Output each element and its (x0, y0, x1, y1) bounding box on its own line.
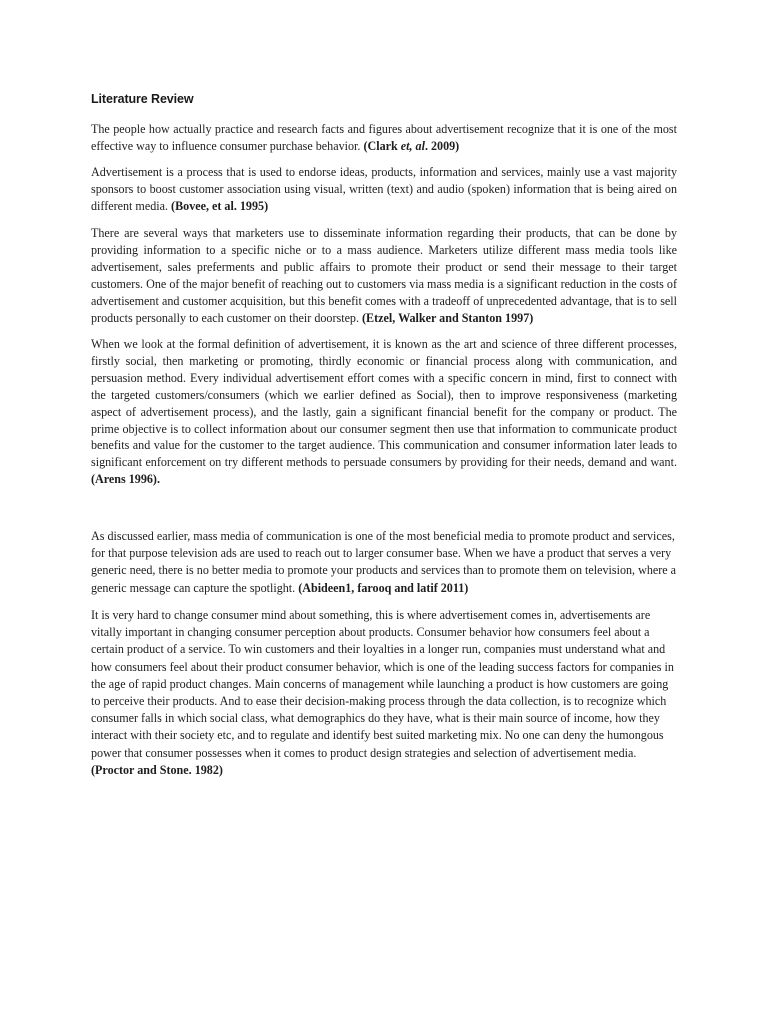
citation: (Abideen1, farooq and latif 2011) (298, 580, 469, 595)
paragraph-1 (91, 121, 677, 155)
paragraph-4 (91, 336, 677, 488)
paragraph-text: It is very hard to change consumer mind about something, this is where advertisement comes in, advertisements are vitally important in changing consumer perception about products. Consumer behavior how consumers feel about a certain product of a service. To win customers and their loyalties in a longer run, companies must understand what and how consumers feel about their product consumer behavior, which is one of the leading success factors for companies in the age of rapid product changes. Main concerns of management while launching a product is how customers are going to perceive their products. And to ease their decision-making process through the data collection, is to recognize which consumer falls in which social class, what demographics do they have, what is their main source of income, how they interact with their society etc, and to regulate and identify best suited marketing mix. No one can deny the humongous power that consumer possesses when it comes to product design strategies and selection of advertisement media. (91, 608, 674, 760)
paragraph-text: The people how actually practice and research facts and figures about advertisement recognize that it is one of the most effective way to influence consumer purchase behavior. (91, 122, 677, 153)
citation: (Arens 1996). (91, 472, 160, 487)
paragraph-text: There are several ways that marketers use to disseminate information regarding their products, that can be done by providing information to a specific niche or to a mass audience. Marketers utilize different mass media tools like advertisement, sales preferments and public affairs to promote their product or send their message to their target customers. One of the major benefit of reaching out to customers via mass media is a significant reduction in the costs of advertisement and customer acquisition, but this benefit comes with a tradeoff of unprecedented advantage, that is to sell products personally to each customer on their doorstep. (91, 226, 677, 325)
paragraph-2 (91, 164, 677, 215)
paragraph-3 (91, 225, 677, 326)
citation-italic: et, al (400, 138, 425, 153)
citation: (Bovee, et al. 1995) (171, 198, 269, 213)
paragraph-5 (91, 528, 677, 597)
citation: (Proctor and Stone. 1982) (91, 762, 223, 777)
paragraph-text: Advertisement is a process that is used to endorse ideas, products, information and services, mainly use a vast majority sponsors to boost customer association using visual, written (text) and audio (spoken) information that is being aired on different media. (91, 165, 677, 213)
section-heading: Literature Review (91, 92, 194, 106)
citation: (Etzel, Walker and Stanton 1997) (362, 310, 534, 325)
citation: (Clark (363, 138, 401, 153)
citation-year: . 2009) (424, 138, 460, 153)
paragraph-text: As discussed earlier, mass media of communication is one of the most beneficial media to promote product and services, for that purpose television ads are used to reach out to larger consumer base. When we have a product that serves a very generic need, there is no better media to promote your products and services than to promote them on television, where a generic message can capture the spotlight. (91, 529, 677, 595)
paragraph-6 (91, 607, 677, 779)
paragraph-text: When we look at the formal definition of advertisement, it is known as the art and science of three different processes, firstly social, then marketing or promoting, thirdly economic or financial process along with communication, and persuasion method. Every individual advertisement effort comes with a specific concern in mind, first to connect with the targeted customers/consumers (which we earlier defined as Social), then to improve responsiveness (marketing aspect of advertisement process), and the lastly, gain a significant financial benefit for the company or product. The prime objective is to collect information about our consumer segment then use that information to communicate product benefits and value for the customer to the target audience. This communication and consumer information later leads to significant enforcement on try different methods to persuade consumers by providing for their needs, demand and want. (91, 337, 677, 470)
